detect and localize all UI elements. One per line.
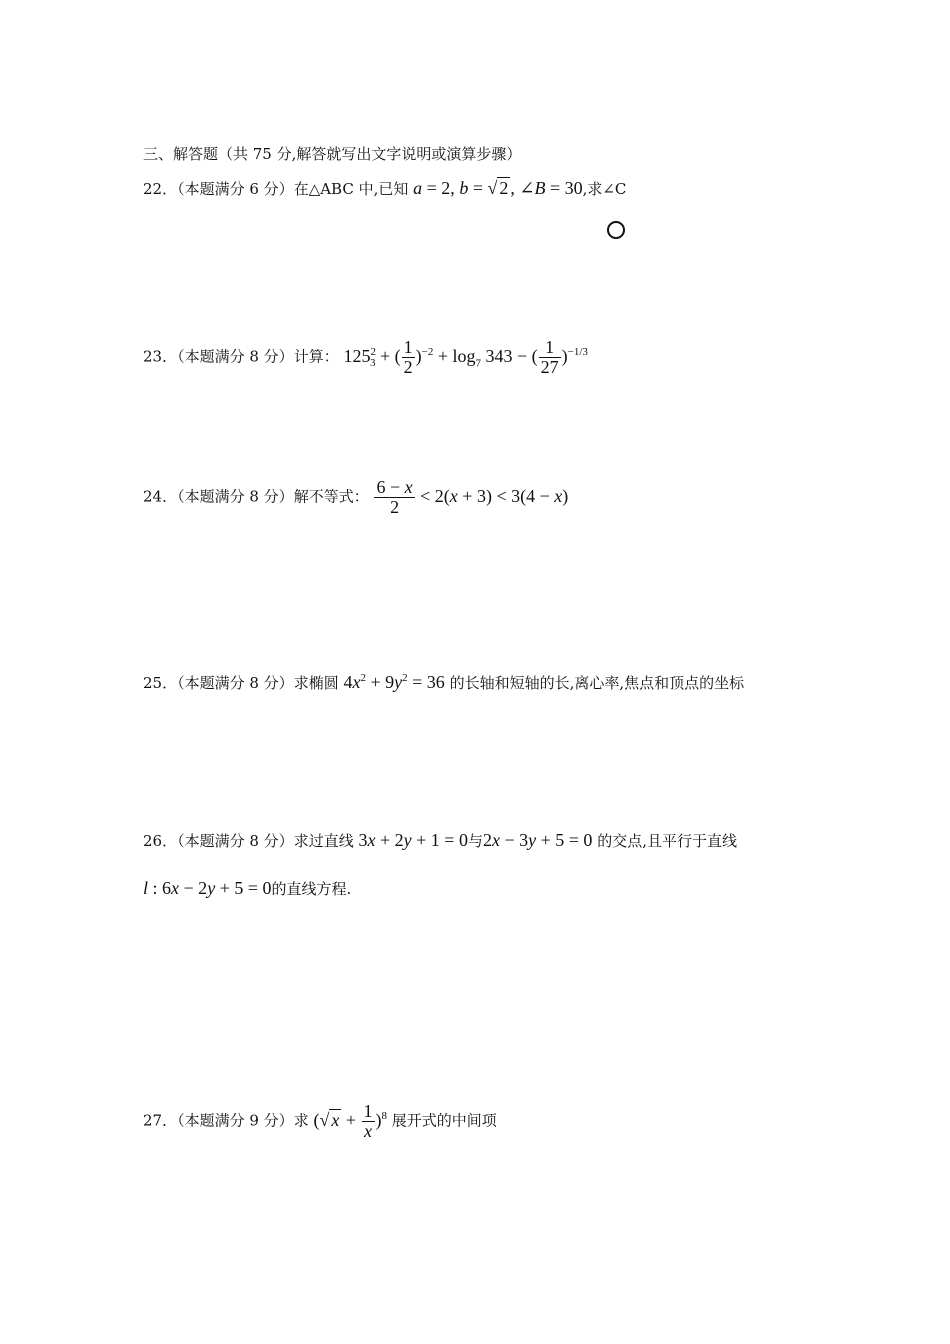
question-points: （本题满分 9 分） xyxy=(177,1111,294,1130)
question-23 xyxy=(143,338,588,377)
question-text: 求 xyxy=(293,1111,309,1130)
question-25 xyxy=(143,672,744,693)
question-number: 25． xyxy=(143,674,178,692)
question-points: （本题满分 8 分） xyxy=(177,674,294,692)
question-points: （本题满分 8 分） xyxy=(177,347,294,366)
formula: 3x + 2y + 1 = 0 xyxy=(358,830,468,850)
question-points: （本题满分 8 分） xyxy=(177,832,294,850)
formula: $4x^2 + 9y^2 = 36$ xyxy=(343,672,445,692)
question-text: 计算： xyxy=(293,347,339,366)
question-points: （本题满分 8 分） xyxy=(177,487,294,506)
formula: l : 6x − 2y + 5 = 0 xyxy=(143,878,272,898)
formula: $\frac{6 - x}{2}$ < 2(x + 3) < 3(4 − x) xyxy=(376,477,569,517)
question-tail: 展开式的中间项 xyxy=(391,1111,497,1130)
question-tail: ,求∠C xyxy=(582,180,627,198)
question-points: （本题满分 6 分） xyxy=(177,180,294,198)
question-number: 26． xyxy=(143,832,178,850)
question-text: 解不等式： xyxy=(293,487,369,506)
question-27 xyxy=(143,1102,497,1141)
formula: $125^2_3$ + ( $\frac{1}{2}$ )$^{-2} + \log_7 343$ − ( $\frac{1}{27}$ )$^{-1/3}$ xyxy=(343,337,588,377)
question-tail: 的长轴和短轴的长,离心率,焦点和顶点的坐标 xyxy=(449,674,745,692)
question-number: 27． xyxy=(143,1111,178,1130)
degree-circle-icon xyxy=(607,221,625,239)
formula: (√ x + $\frac{1}{x}$ )$^8$ xyxy=(313,1101,388,1141)
formula: 2x − 3y + 5 = 0 xyxy=(482,830,593,850)
formula: a = 2, b = √ 2 , ∠B = 30 xyxy=(413,178,583,198)
question-text: 求椭圆 xyxy=(293,674,339,692)
question-mid: 与 xyxy=(467,832,483,850)
section-heading: 三、解答题（共 75 分,解答就写出文字说明或演算步骤） xyxy=(143,145,522,163)
question-text: 在△ABC 中,已知 xyxy=(293,180,409,198)
question-number: 24． xyxy=(143,487,178,506)
question-number: 22． xyxy=(143,180,178,198)
question-26 xyxy=(143,830,737,851)
question-24 xyxy=(143,478,568,517)
question-tail: 的直线方程. xyxy=(271,880,352,898)
question-22 xyxy=(143,178,626,199)
question-26-line2 xyxy=(143,878,351,899)
question-number: 23． xyxy=(143,347,178,366)
question-tail: 的交点,且平行于直线 xyxy=(597,832,737,850)
question-text: 求过直线 xyxy=(293,832,354,850)
